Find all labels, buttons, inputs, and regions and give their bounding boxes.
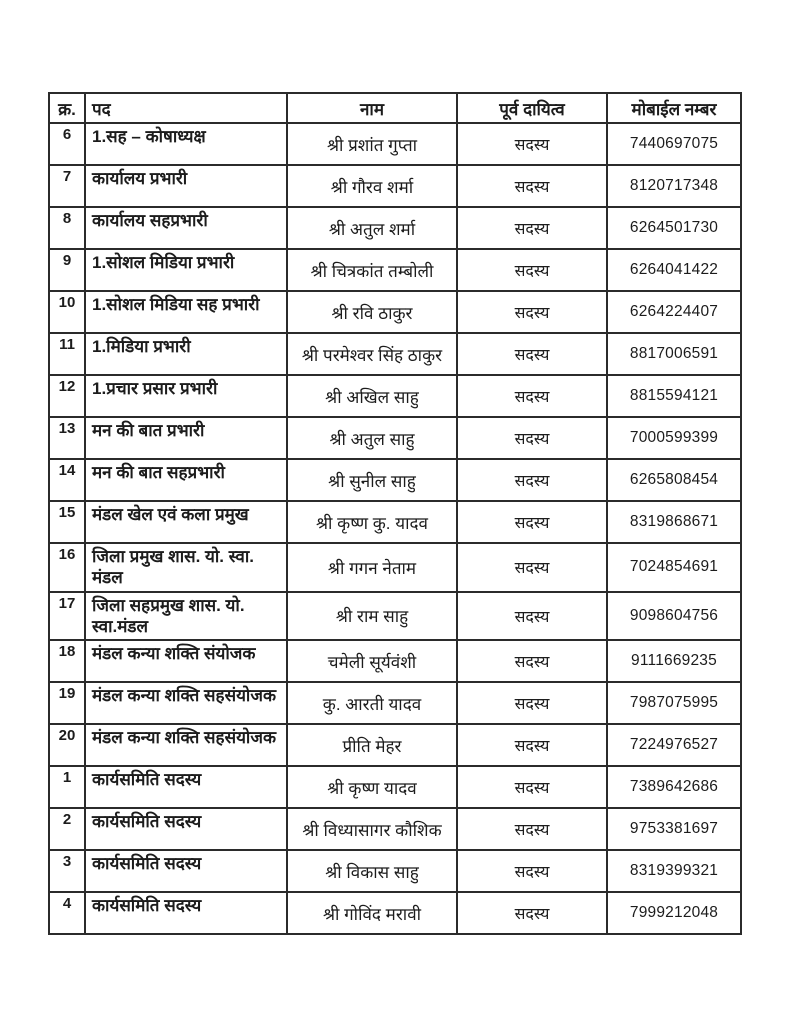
cell-serial-number: 12: [49, 375, 85, 417]
cell-name: श्री रवि ठाकुर: [287, 291, 457, 333]
cell-position: मन की बात सहप्रभारी: [85, 459, 287, 501]
cell-position: मंडल कन्या शक्ति सहसंयोजक: [85, 724, 287, 766]
cell-position: कार्यसमिति सदस्य: [85, 850, 287, 892]
table-row: [49, 808, 741, 850]
cell-name: कु. आरती यादव: [287, 682, 457, 724]
cell-mobile-number: 7024854691: [607, 543, 741, 592]
cell-position: 1.प्रचार प्रसार प्रभारी: [85, 375, 287, 417]
table-row: [49, 682, 741, 724]
cell-previous-duty: सदस्य: [457, 892, 607, 934]
table-header: [49, 93, 741, 123]
table-row: [49, 291, 741, 333]
cell-mobile-number: 7987075995: [607, 682, 741, 724]
members-table: [48, 92, 742, 935]
table-row: [49, 123, 741, 165]
cell-name: श्री कृष्ण कु. यादव: [287, 501, 457, 543]
cell-position: कार्यालय सहप्रभारी: [85, 207, 287, 249]
table-body: [49, 123, 741, 934]
cell-position: 1.मिडिया प्रभारी: [85, 333, 287, 375]
cell-mobile-number: 8120717348: [607, 165, 741, 207]
cell-previous-duty: सदस्य: [457, 123, 607, 165]
table-row: [49, 375, 741, 417]
cell-serial-number: 10: [49, 291, 85, 333]
header-row: [49, 93, 741, 123]
cell-name: श्री अतुल साहु: [287, 417, 457, 459]
cell-mobile-number: 8817006591: [607, 333, 741, 375]
table-row: [49, 766, 741, 808]
cell-previous-duty: सदस्य: [457, 682, 607, 724]
cell-mobile-number: 6264501730: [607, 207, 741, 249]
table-row: [49, 724, 741, 766]
header-previous-duty: पूर्व दायित्व: [457, 93, 607, 123]
cell-position: 1.सह – कोषाध्यक्ष: [85, 123, 287, 165]
cell-serial-number: 1: [49, 766, 85, 808]
cell-mobile-number: 9753381697: [607, 808, 741, 850]
cell-serial-number: 19: [49, 682, 85, 724]
cell-previous-duty: सदस्य: [457, 501, 607, 543]
cell-serial-number: 13: [49, 417, 85, 459]
table-row: [49, 892, 741, 934]
table-row: [49, 459, 741, 501]
cell-position: 1.सोशल मिडिया सह प्रभारी: [85, 291, 287, 333]
cell-previous-duty: सदस्य: [457, 417, 607, 459]
cell-serial-number: 11: [49, 333, 85, 375]
header-name: नाम: [287, 93, 457, 123]
cell-mobile-number: 7224976527: [607, 724, 741, 766]
cell-mobile-number: 6264224407: [607, 291, 741, 333]
table-row: [49, 249, 741, 291]
cell-mobile-number: 8815594121: [607, 375, 741, 417]
table-row: [49, 207, 741, 249]
header-mobile-number: मोबाईल नम्बर: [607, 93, 741, 123]
cell-serial-number: 6: [49, 123, 85, 165]
table-row: [49, 592, 741, 641]
cell-position: कार्यसमिति सदस्य: [85, 808, 287, 850]
cell-mobile-number: 7000599399: [607, 417, 741, 459]
cell-serial-number: 20: [49, 724, 85, 766]
cell-name: श्री गोविंद मरावी: [287, 892, 457, 934]
cell-previous-duty: सदस्य: [457, 207, 607, 249]
cell-previous-duty: सदस्य: [457, 808, 607, 850]
cell-previous-duty: सदस्य: [457, 249, 607, 291]
cell-name: श्री कृष्ण यादव: [287, 766, 457, 808]
cell-name: श्री गौरव शर्मा: [287, 165, 457, 207]
cell-serial-number: 8: [49, 207, 85, 249]
table-row: [49, 850, 741, 892]
cell-position: 1.सोशल मिडिया प्रभारी: [85, 249, 287, 291]
cell-position: जिला प्रमुख शास. यो. स्वा. मंडल: [85, 543, 287, 592]
cell-name: श्री राम साहु: [287, 592, 457, 641]
cell-name: श्री विकास साहु: [287, 850, 457, 892]
cell-mobile-number: 7389642686: [607, 766, 741, 808]
table-row: [49, 640, 741, 682]
cell-position: कार्यालय प्रभारी: [85, 165, 287, 207]
cell-mobile-number: 6265808454: [607, 459, 741, 501]
cell-position: मंडल खेल एवं कला प्रमुख: [85, 501, 287, 543]
cell-previous-duty: सदस्य: [457, 375, 607, 417]
cell-previous-duty: सदस्य: [457, 724, 607, 766]
cell-mobile-number: 7999212048: [607, 892, 741, 934]
cell-mobile-number: 6264041422: [607, 249, 741, 291]
cell-previous-duty: सदस्य: [457, 543, 607, 592]
cell-mobile-number: 7440697075: [607, 123, 741, 165]
cell-name: श्री अतुल शर्मा: [287, 207, 457, 249]
cell-position: जिला सहप्रमुख शास. यो. स्वा.मंडल: [85, 592, 287, 641]
cell-name: श्री अखिल साहु: [287, 375, 457, 417]
cell-mobile-number: 8319399321: [607, 850, 741, 892]
cell-previous-duty: सदस्य: [457, 592, 607, 641]
cell-name: श्री गगन नेताम: [287, 543, 457, 592]
cell-position: मंडल कन्या शक्ति संयोजक: [85, 640, 287, 682]
cell-mobile-number: 8319868671: [607, 501, 741, 543]
cell-previous-duty: सदस्य: [457, 459, 607, 501]
cell-position: कार्यसमिति सदस्य: [85, 892, 287, 934]
cell-serial-number: 3: [49, 850, 85, 892]
table-row: [49, 501, 741, 543]
cell-serial-number: 2: [49, 808, 85, 850]
cell-serial-number: 15: [49, 501, 85, 543]
cell-serial-number: 14: [49, 459, 85, 501]
cell-mobile-number: 9111669235: [607, 640, 741, 682]
cell-position: मन की बात प्रभारी: [85, 417, 287, 459]
cell-previous-duty: सदस्य: [457, 766, 607, 808]
cell-serial-number: 9: [49, 249, 85, 291]
cell-serial-number: 7: [49, 165, 85, 207]
cell-serial-number: 16: [49, 543, 85, 592]
cell-previous-duty: सदस्य: [457, 850, 607, 892]
cell-name: श्री परमेश्वर सिंह ठाकुर: [287, 333, 457, 375]
cell-serial-number: 18: [49, 640, 85, 682]
cell-name: चमेली सूर्यवंशी: [287, 640, 457, 682]
cell-previous-duty: सदस्य: [457, 291, 607, 333]
cell-serial-number: 4: [49, 892, 85, 934]
cell-position: मंडल कन्या शक्ति सहसंयोजक: [85, 682, 287, 724]
cell-previous-duty: सदस्य: [457, 640, 607, 682]
cell-name: श्री प्रशांत गुप्ता: [287, 123, 457, 165]
table-row: [49, 333, 741, 375]
cell-previous-duty: सदस्य: [457, 165, 607, 207]
table-row: [49, 543, 741, 592]
cell-name: श्री विध्यासागर कौशिक: [287, 808, 457, 850]
cell-name: श्री सुनील साहु: [287, 459, 457, 501]
table-row: [49, 165, 741, 207]
header-position: पद: [85, 93, 287, 123]
table-row: [49, 417, 741, 459]
cell-position: कार्यसमिति सदस्य: [85, 766, 287, 808]
cell-name: श्री चित्रकांत तम्बोली: [287, 249, 457, 291]
cell-mobile-number: 9098604756: [607, 592, 741, 641]
cell-serial-number: 17: [49, 592, 85, 641]
cell-previous-duty: सदस्य: [457, 333, 607, 375]
header-serial-number: क्र.: [49, 93, 85, 123]
cell-name: प्रीति मेहर: [287, 724, 457, 766]
